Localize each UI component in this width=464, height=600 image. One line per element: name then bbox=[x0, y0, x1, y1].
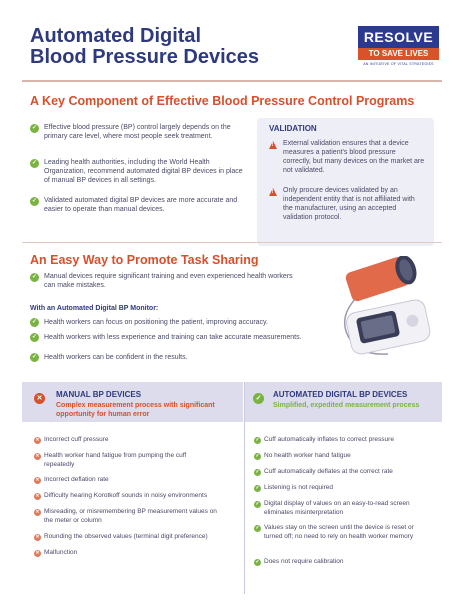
check-icon: ✓ bbox=[255, 453, 260, 459]
x-icon: ✕ bbox=[35, 493, 40, 499]
check-icon: ✓ bbox=[31, 125, 38, 131]
section2-bullet: Manual devices require significant training and even experienced health workers can make mistakes. bbox=[44, 273, 293, 289]
manual-item: Rounding the observed values (terminal digit preference) bbox=[44, 533, 208, 540]
automated-item: Values stay on the screen until the device is reset or turned off; no need to rely on health worker memory bbox=[264, 524, 414, 540]
section2-list-3: Health workers can be confident in the results. bbox=[44, 354, 188, 361]
resolve-logo bbox=[358, 26, 439, 70]
section2-heading: An Easy Way to Promote Task Sharing bbox=[30, 253, 259, 267]
x-circle-icon: ✕ bbox=[34, 393, 45, 404]
automated-subtitle: Simplified, expedited measurement process bbox=[273, 402, 420, 409]
validation-item-2: Only procure devices validated by an independent entity that is not affiliated with the manufacturer, using an accepted validation protocol. bbox=[283, 187, 415, 221]
divider bbox=[22, 242, 442, 243]
manual-item: Incorrect cuff pressure bbox=[44, 436, 109, 443]
validation-box bbox=[257, 118, 434, 246]
title-line-1: Automated Digital bbox=[30, 25, 202, 47]
section2-list-2: Health workers with less experience and training can take accurate measurements. bbox=[44, 334, 302, 341]
check-icon: ✓ bbox=[255, 559, 260, 565]
check-icon: ✓ bbox=[31, 319, 38, 325]
logo-tagline: AN INITIATIVE OF VITAL STRATEGIES bbox=[363, 62, 434, 66]
column-divider bbox=[244, 382, 245, 594]
check-icon: ✓ bbox=[255, 501, 260, 507]
title-line-2: Blood Pressure Devices bbox=[30, 46, 259, 68]
comparison-table bbox=[22, 382, 442, 594]
section1-heading: A Key Component of Effective Blood Pressure Control Programs bbox=[30, 94, 415, 108]
section1-bullet-2: Leading health authorities, including the World Health Organization, recommend automated digital BP devices in place of manual BP devices in all settings. bbox=[44, 159, 243, 184]
logo-save-lives: TO SAVE LIVES bbox=[358, 48, 439, 60]
check-icon: ✓ bbox=[255, 437, 260, 443]
automated-item: Cuff automatically inflates to correct pressure bbox=[264, 436, 394, 443]
check-icon: ✓ bbox=[255, 525, 260, 531]
manual-title: MANUAL BP DEVICES bbox=[56, 390, 142, 399]
x-icon: ✕ bbox=[35, 453, 40, 459]
validation-heading: VALIDATION bbox=[269, 124, 317, 133]
manual-item: Misreading, or misremembering BP measurement values on the meter or column bbox=[44, 508, 217, 524]
section1-bullet-3: Validated automated digital BP devices are more accurate and easier to operate than manual devices. bbox=[44, 197, 238, 213]
manual-subtitle: Complex measurement process with significant opportunity for human error bbox=[56, 402, 215, 418]
automated-title: AUTOMATED DIGITAL BP DEVICES bbox=[273, 390, 408, 399]
check-circle-icon: ✓ bbox=[253, 393, 264, 404]
x-icon: ✕ bbox=[35, 437, 40, 443]
x-icon: ✕ bbox=[35, 534, 40, 540]
warning-icon: ! bbox=[269, 188, 277, 196]
check-icon: ✓ bbox=[31, 160, 38, 166]
x-icon: ✕ bbox=[35, 477, 40, 483]
automated-item: Digital display of values on an easy-to-read screen eliminates misinterpretation bbox=[264, 500, 410, 516]
automated-column-header bbox=[245, 382, 442, 422]
automated-item: Cuff automatically deflates at the correct rate bbox=[264, 468, 393, 475]
manual-item: Health worker hand fatigue from pumping the cuff repeatedly bbox=[44, 452, 187, 468]
check-icon: ✓ bbox=[31, 198, 38, 204]
page-title bbox=[30, 26, 259, 68]
automated-item: Listening is not required bbox=[264, 484, 334, 491]
warning-icon: ! bbox=[269, 141, 277, 149]
automated-item: Does not require calibration bbox=[264, 558, 344, 565]
divider bbox=[22, 80, 442, 82]
automated-item: No health worker hand fatigue bbox=[264, 452, 351, 459]
check-icon: ✓ bbox=[255, 469, 260, 475]
manual-item: Difficulty hearing Korotkoff sounds in noisy environments bbox=[44, 492, 208, 499]
x-icon: ✕ bbox=[35, 550, 40, 556]
check-icon: ✓ bbox=[31, 354, 38, 360]
validation-item-1: External validation ensures that a device measures a patient's blood pressure correctly, but many devices on the market are not validated. bbox=[283, 140, 425, 174]
x-icon: ✕ bbox=[35, 509, 40, 515]
section2-list-1: Health workers can focus on positioning the patient, improving accuracy. bbox=[44, 319, 268, 326]
section2-subheading: With an Automated Digital BP Monitor: bbox=[30, 305, 159, 312]
manual-item: Incorrect deflation rate bbox=[44, 476, 109, 483]
check-icon: ✓ bbox=[255, 485, 260, 491]
manual-column-header bbox=[22, 382, 243, 422]
logo-resolve: RESOLVE bbox=[358, 26, 439, 48]
check-icon: ✓ bbox=[31, 274, 38, 280]
bp-monitor-illustration bbox=[318, 256, 438, 361]
check-icon: ✓ bbox=[31, 334, 38, 340]
section1-bullet-1: Effective blood pressure (BP) control largely depends on the primary care level, where most people seek treatment. bbox=[44, 124, 231, 140]
manual-item: Malfunction bbox=[44, 549, 78, 556]
